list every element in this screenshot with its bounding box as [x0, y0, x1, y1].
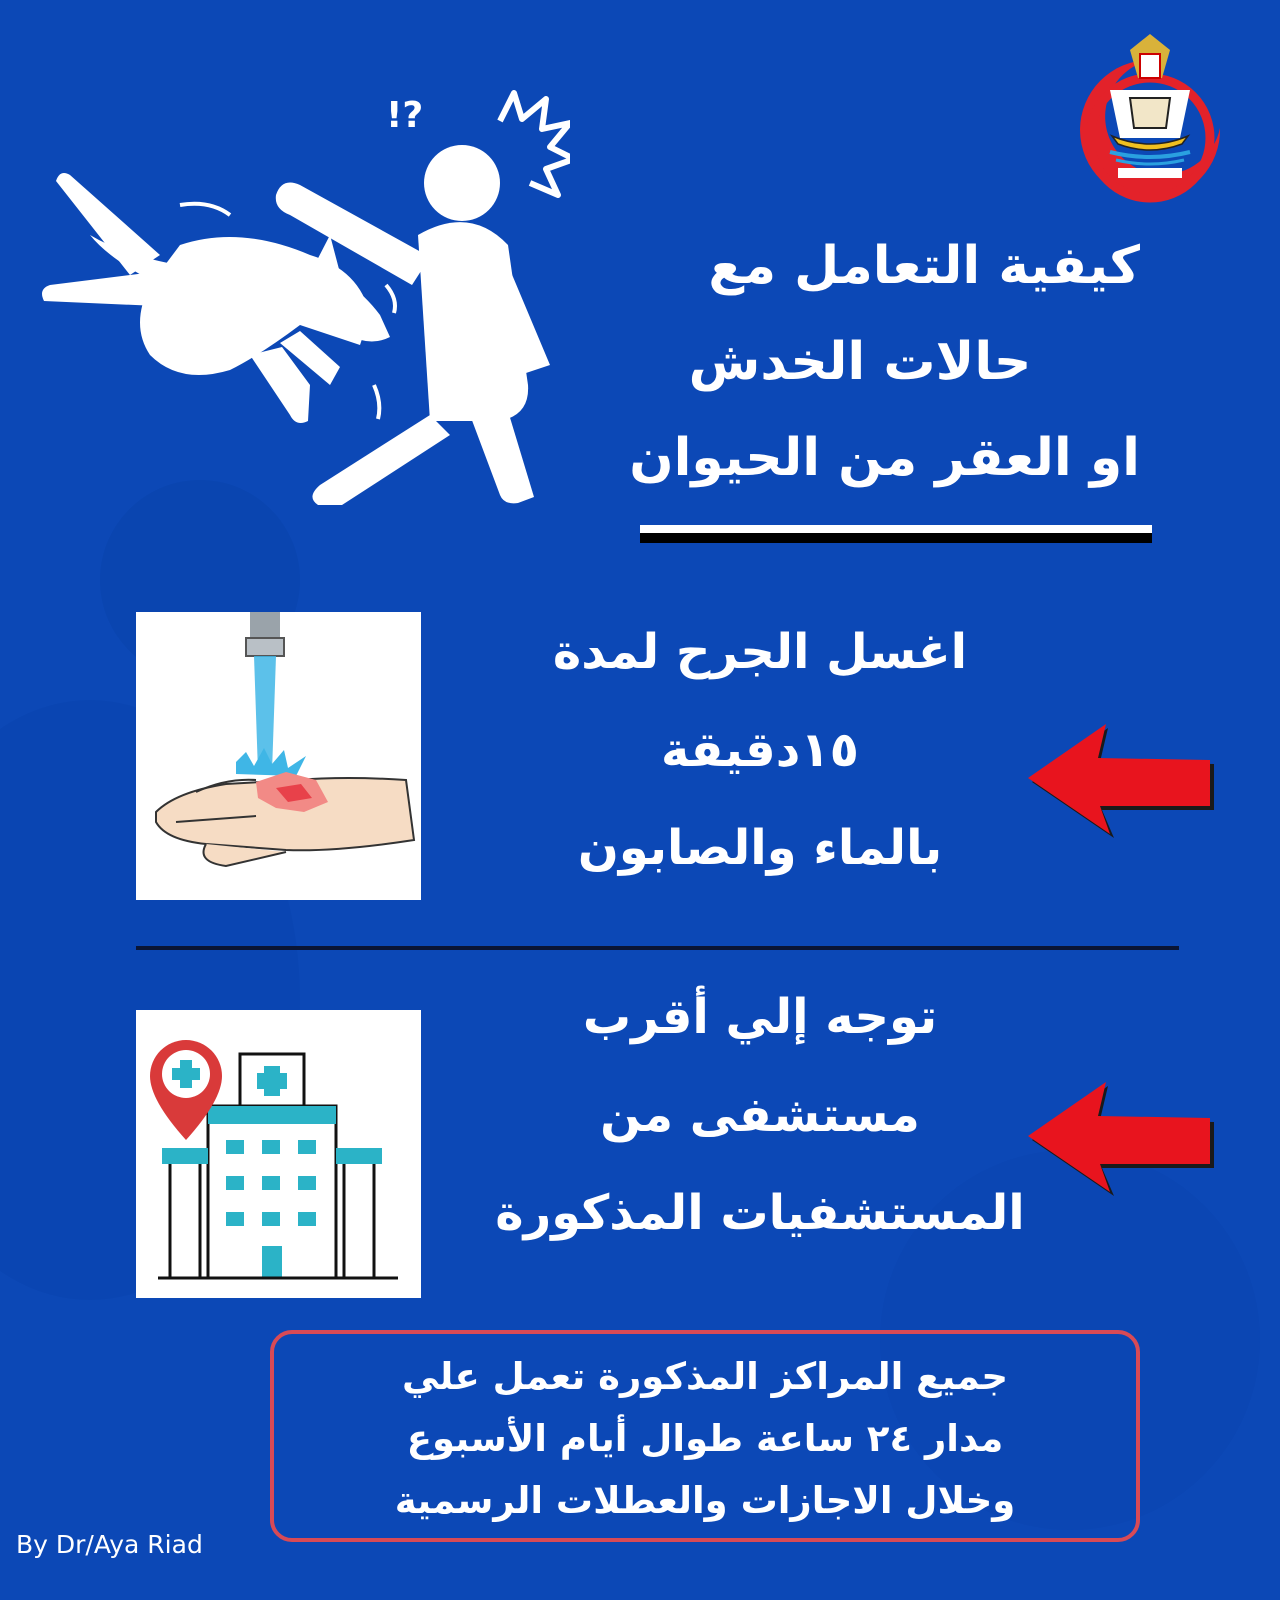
step-line: المستشفيات المذكورة — [495, 1185, 1025, 1241]
step-go-hospital — [470, 968, 1050, 1262]
title-line: او العقر من الحيوان — [629, 428, 1140, 488]
step-line: مستشفى من — [600, 1087, 920, 1143]
title-line: حالات الخدش — [688, 332, 1032, 392]
author-credit: By Dr/Aya Riad — [16, 1530, 203, 1559]
main-title — [580, 218, 1140, 506]
note-line: وخلال الاجازات والعطلات الرسمية — [394, 1479, 1016, 1522]
step-line: بالماء والصابون — [577, 820, 943, 876]
working-hours-note — [270, 1330, 1140, 1542]
hospital-icon — [136, 1010, 421, 1298]
red-arrow-icon — [1028, 722, 1218, 842]
health-directorate-logo — [1070, 28, 1230, 208]
title-underline — [640, 525, 1152, 543]
step-line: ١٥دقيقة — [661, 722, 859, 778]
step-line: توجه إلي أقرب — [582, 989, 938, 1045]
step-line: اغسل الجرح لمدة — [552, 624, 968, 680]
dog-bite-illustration — [30, 85, 570, 505]
svg-text:!?: !? — [386, 95, 424, 136]
note-line: مدار ٢٤ ساعة طوال أيام الأسبوع — [406, 1417, 1004, 1460]
hospital-card — [136, 1010, 421, 1298]
step-wash-wound — [470, 603, 1050, 897]
hand-washing-card — [136, 612, 421, 900]
section-divider — [136, 946, 1179, 950]
hand-washing-icon — [136, 612, 421, 900]
red-arrow-icon — [1028, 1080, 1218, 1200]
title-line: كيفية التعامل مع — [708, 236, 1140, 296]
note-line: جميع المراكز المذكورة تعمل علي — [401, 1355, 1009, 1398]
